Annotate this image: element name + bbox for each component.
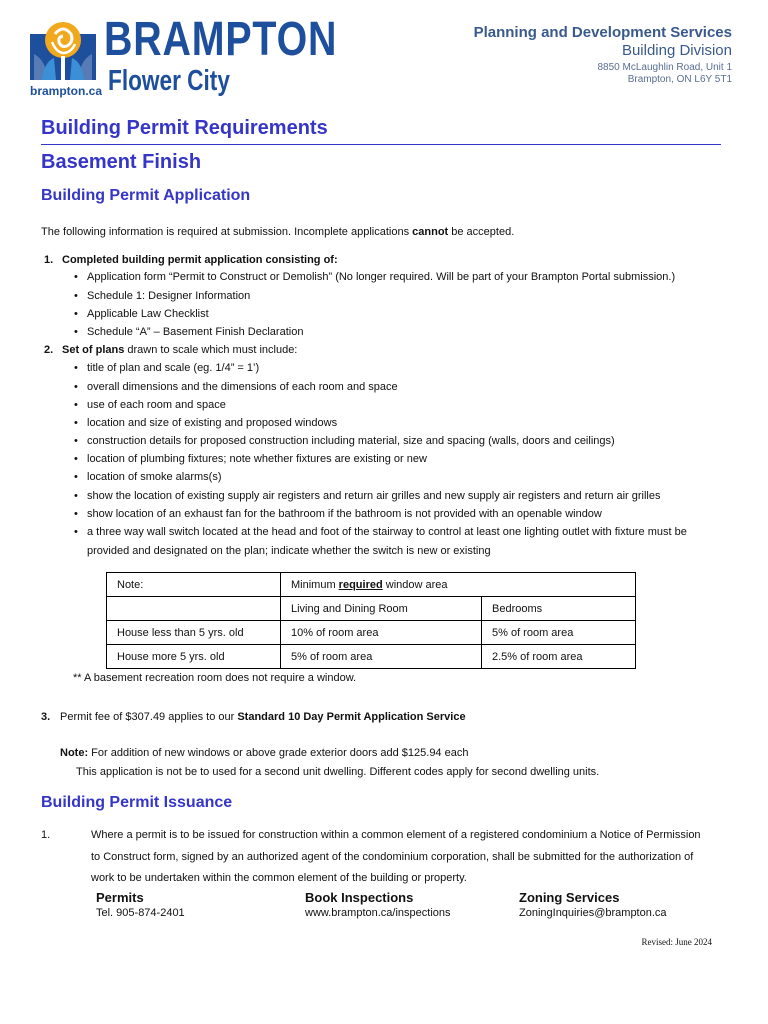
contact-inspections-link[interactable]: www.brampton.ca/inspections — [305, 907, 451, 919]
table-header-cell: Living and Dining Room — [281, 597, 482, 621]
list-item: • Schedule 1: Designer Information — [87, 289, 250, 303]
item-2-number: 2. — [44, 344, 54, 356]
contact-permits-phone[interactable]: Tel. 905-874-2401 — [96, 907, 185, 919]
list-item: • overall dimensions and the dimensions of each room and space — [87, 380, 398, 394]
item-3-text: Permit fee of $307.49 applies to our Standard 10 Day Permit Application Service — [60, 711, 466, 723]
contact-permits-heading: Permits — [96, 890, 144, 905]
fee-note: Note: For addition of new windows or above grade exterior doors add $125.94 each — [60, 747, 469, 759]
revision-date: Revised: June 2024 — [641, 937, 712, 947]
issuance-item-number: 1. — [41, 829, 51, 841]
list-item: • location of smoke alarms(s) — [87, 470, 222, 484]
section-heading-issuance: Building Permit Issuance — [41, 794, 233, 811]
list-item: • Application form “Permit to Construct or Demolish” (No longer required. Will be part of your Brampton Portal submission.) — [87, 270, 675, 284]
contact-zoning-heading: Zoning Services — [519, 890, 620, 905]
list-item: • show location of an exhaust fan for the bathroom if the bathroom is not provided with an openable window — [87, 507, 602, 521]
table-cell: 10% of room area — [281, 621, 482, 645]
section-heading-application: Building Permit Application — [41, 187, 251, 204]
item-2-label: Set of plans drawn to scale which must include: — [62, 344, 298, 356]
table-cell: 2.5% of room area — [482, 645, 636, 669]
logo-wordmark: BRAMPTON — [104, 13, 338, 66]
list-item-continuation: provided and designated on the plan; indicate whether the switch is new or existing — [87, 545, 491, 557]
address-line-1: 8850 McLaughlin Road, Unit 1 — [597, 62, 732, 73]
table-footnote: ** A basement recreation room does not require a window. — [73, 672, 357, 684]
item-1-label: Completed building permit application consisting of: — [62, 254, 338, 266]
contact-inspections-heading: Book Inspections — [305, 890, 414, 905]
table-cell: House more 5 yrs. old — [107, 645, 281, 669]
logo-tagline: Flower City — [108, 65, 230, 97]
issuance-line: work to be undertaken within the common element of the building or property. — [91, 872, 467, 884]
list-item: • use of each room and space — [87, 398, 226, 412]
department-block — [474, 24, 732, 86]
contact-zoning-email[interactable]: ZoningInquiries@brampton.ca — [519, 907, 667, 919]
intro-text: The following information is required at submission. Incomplete applications cannot be accepted. — [41, 226, 515, 238]
page-title: Building Permit Requirements — [41, 117, 328, 139]
issuance-line: Where a permit is to be issued for construction within a common element of a registered condominium a Notice of Permission — [91, 829, 701, 841]
list-item: • Schedule “A” – Basement Finish Declaration — [87, 325, 303, 339]
item-1-number: 1. — [44, 254, 54, 266]
list-item: • a three way wall switch located at the head and foot of the stairway to control at least one lighting outlet with fixture must be — [87, 525, 687, 539]
brampton-logo-icon — [30, 20, 96, 80]
table-cell — [107, 597, 281, 621]
table-cell: House less than 5 yrs. old — [107, 621, 281, 645]
list-item: • show the location of existing supply air registers and return air grilles and new supply air registers and return air grilles — [87, 489, 661, 503]
table-row — [107, 645, 636, 669]
department-title: Planning and Development Services — [473, 24, 732, 41]
title-divider — [41, 144, 721, 145]
second-unit-note: This application is not be to used for a second unit dwelling. Different codes apply for second dwelling units. — [76, 766, 600, 778]
table-cell: Note: — [107, 573, 281, 597]
table-header-cell: Bedrooms — [482, 597, 636, 621]
table-cell: 5% of room area — [482, 621, 636, 645]
table-cell: 5% of room area — [281, 645, 482, 669]
division-name: Building Division — [621, 42, 732, 59]
list-item: • location of plumbing fixtures; note whether fixtures are existing or new — [87, 452, 427, 466]
issuance-line: to Construct form, signed by an authorized agent of the condominium corporation, shall be submitted for the authorization of — [91, 851, 694, 863]
logo-url: brampton.ca — [30, 84, 103, 98]
list-item: • construction details for proposed construction including material, size and spacing (walls, doors and ceilings) — [87, 434, 615, 448]
item-3-number: 3. — [41, 711, 51, 723]
list-item: • title of plan and scale (eg. 1/4” = 1’) — [87, 361, 259, 375]
table-cell: Minimum required window area — [281, 573, 636, 597]
table-row — [107, 621, 636, 645]
window-area-table — [106, 572, 636, 669]
page-subtitle: Basement Finish — [41, 151, 202, 173]
address-line-2: Brampton, ON L6Y 5T1 — [627, 74, 732, 85]
list-item: • Applicable Law Checklist — [87, 307, 209, 321]
list-item: • location and size of existing and proposed windows — [87, 416, 337, 430]
